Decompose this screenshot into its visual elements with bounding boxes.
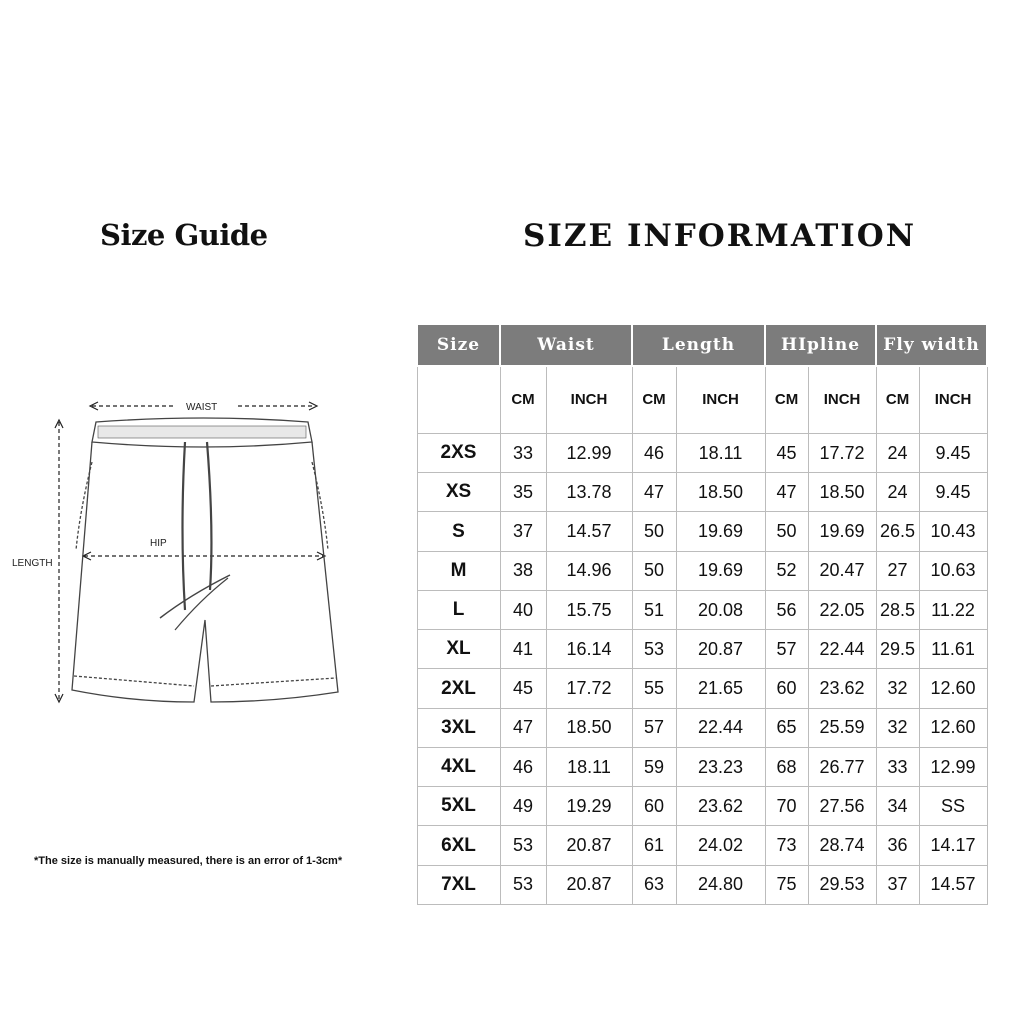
- size-label: 6XL: [417, 826, 500, 865]
- size-label: M: [417, 551, 500, 590]
- measurement-cell: 9.45: [919, 433, 987, 472]
- measurement-cell: 32: [876, 669, 919, 708]
- size-information-title: SIZE INFORMATION: [523, 218, 917, 254]
- measurement-cell: 15.75: [546, 590, 632, 629]
- size-label: S: [417, 512, 500, 551]
- measurement-cell: 24: [876, 473, 919, 512]
- measurement-cell: 23.62: [808, 669, 876, 708]
- measurement-cell: 52: [765, 551, 808, 590]
- table-row: [417, 590, 987, 629]
- measurement-cell: 40: [500, 590, 546, 629]
- measurement-cell: 19.69: [676, 551, 765, 590]
- measurement-cell: 14.57: [919, 865, 987, 904]
- measurement-cell: 29.53: [808, 865, 876, 904]
- units-blank: [417, 366, 500, 433]
- unit-cell: INCH: [676, 366, 765, 433]
- table-row: [417, 630, 987, 669]
- measurement-note: *The size is manually measured, there is an error of 1-3cm*: [34, 855, 343, 867]
- measurement-cell: 47: [632, 473, 676, 512]
- measurement-cell: 53: [500, 865, 546, 904]
- measurement-cell: 27.56: [808, 787, 876, 826]
- measurement-cell: 22.44: [676, 708, 765, 747]
- measurement-cell: 20.87: [546, 826, 632, 865]
- measurement-cell: 23.23: [676, 747, 765, 786]
- waist-label: WAIST: [186, 402, 218, 413]
- table-row: [417, 747, 987, 786]
- size-label: 3XL: [417, 708, 500, 747]
- table-row: [417, 865, 987, 904]
- measurement-cell: 28.5: [876, 590, 919, 629]
- measurement-cell: 12.99: [919, 747, 987, 786]
- measurement-cell: 24: [876, 433, 919, 472]
- measurement-cell: 20.47: [808, 551, 876, 590]
- measurement-cell: 46: [500, 747, 546, 786]
- size-label: XL: [417, 630, 500, 669]
- measurement-cell: 55: [632, 669, 676, 708]
- measurement-cell: 19.29: [546, 787, 632, 826]
- measurement-cell: 12.60: [919, 669, 987, 708]
- size-label: XS: [417, 473, 500, 512]
- header-length: Length: [632, 324, 765, 366]
- measurement-cell: 11.22: [919, 590, 987, 629]
- measurement-cell: 73: [765, 826, 808, 865]
- table-row: [417, 512, 987, 551]
- measurement-cell: 45: [500, 669, 546, 708]
- hip-label: HIP: [150, 538, 167, 549]
- measurement-cell: SS: [919, 787, 987, 826]
- unit-cell: CM: [765, 366, 808, 433]
- unit-cell: INCH: [546, 366, 632, 433]
- measurement-cell: 37: [876, 865, 919, 904]
- measurement-cell: 53: [500, 826, 546, 865]
- measurement-cell: 17.72: [808, 433, 876, 472]
- measurement-cell: 45: [765, 433, 808, 472]
- measurement-cell: 22.05: [808, 590, 876, 629]
- unit-cell: INCH: [919, 366, 987, 433]
- measurement-cell: 68: [765, 747, 808, 786]
- measurement-cell: 20.08: [676, 590, 765, 629]
- measurement-cell: 70: [765, 787, 808, 826]
- measurement-cell: 18.50: [676, 473, 765, 512]
- measurement-cell: 14.17: [919, 826, 987, 865]
- measurement-cell: 13.78: [546, 473, 632, 512]
- size-guide-title: Size Guide: [100, 218, 268, 252]
- measurement-cell: 20.87: [676, 630, 765, 669]
- measurement-cell: 19.69: [808, 512, 876, 551]
- unit-cell: CM: [632, 366, 676, 433]
- measurement-cell: 60: [765, 669, 808, 708]
- measurement-cell: 57: [765, 630, 808, 669]
- measurement-cell: 18.50: [546, 708, 632, 747]
- header-size: Size: [417, 324, 500, 366]
- header-row: [417, 324, 987, 366]
- measurement-cell: 11.61: [919, 630, 987, 669]
- measurement-cell: 75: [765, 865, 808, 904]
- measurement-cell: 26.5: [876, 512, 919, 551]
- measurement-cell: 59: [632, 747, 676, 786]
- measurement-cell: 14.96: [546, 551, 632, 590]
- measurement-cell: 38: [500, 551, 546, 590]
- size-label: 5XL: [417, 787, 500, 826]
- measurement-cell: 18.50: [808, 473, 876, 512]
- measurement-cell: 27: [876, 551, 919, 590]
- table-row: [417, 551, 987, 590]
- measurement-cell: 24.80: [676, 865, 765, 904]
- measurement-cell: 19.69: [676, 512, 765, 551]
- measurement-cell: 65: [765, 708, 808, 747]
- table-row: [417, 433, 987, 472]
- measurement-cell: 24.02: [676, 826, 765, 865]
- measurement-cell: 47: [765, 473, 808, 512]
- measurement-cell: 50: [765, 512, 808, 551]
- measurement-cell: 63: [632, 865, 676, 904]
- measurement-cell: 57: [632, 708, 676, 747]
- measurement-cell: 50: [632, 551, 676, 590]
- length-label: LENGTH: [12, 558, 53, 569]
- measurement-cell: 10.63: [919, 551, 987, 590]
- measurement-cell: 61: [632, 826, 676, 865]
- measurement-cell: 50: [632, 512, 676, 551]
- measurement-cell: 18.11: [546, 747, 632, 786]
- measurement-cell: 36: [876, 826, 919, 865]
- measurement-cell: 56: [765, 590, 808, 629]
- size-table: [416, 323, 988, 905]
- measurement-cell: 37: [500, 512, 546, 551]
- measurement-cell: 26.77: [808, 747, 876, 786]
- table-row: [417, 473, 987, 512]
- size-label: L: [417, 590, 500, 629]
- measurement-cell: 16.14: [546, 630, 632, 669]
- measurement-cell: 20.87: [546, 865, 632, 904]
- size-label: 2XS: [417, 433, 500, 472]
- measurement-cell: 49: [500, 787, 546, 826]
- measurement-cell: 60: [632, 787, 676, 826]
- measurement-cell: 18.11: [676, 433, 765, 472]
- header-fly-width: Fly width: [876, 324, 987, 366]
- units-row: [417, 366, 987, 433]
- shorts-diagram: [0, 380, 400, 740]
- table-row: [417, 826, 987, 865]
- measurement-cell: 35: [500, 473, 546, 512]
- measurement-cell: 12.99: [546, 433, 632, 472]
- measurement-cell: 28.74: [808, 826, 876, 865]
- measurement-cell: 10.43: [919, 512, 987, 551]
- measurement-cell: 51: [632, 590, 676, 629]
- measurement-cell: 22.44: [808, 630, 876, 669]
- size-label: 4XL: [417, 747, 500, 786]
- size-label: 7XL: [417, 865, 500, 904]
- header-waist: Waist: [500, 324, 632, 366]
- measurement-cell: 46: [632, 433, 676, 472]
- measurement-cell: 47: [500, 708, 546, 747]
- measurement-cell: 34: [876, 787, 919, 826]
- unit-cell: CM: [876, 366, 919, 433]
- table-row: [417, 787, 987, 826]
- measurement-cell: 12.60: [919, 708, 987, 747]
- measurement-cell: 23.62: [676, 787, 765, 826]
- table-row: [417, 669, 987, 708]
- measurement-cell: 14.57: [546, 512, 632, 551]
- measurement-cell: 53: [632, 630, 676, 669]
- measurement-cell: 29.5: [876, 630, 919, 669]
- measurement-cell: 25.59: [808, 708, 876, 747]
- measurement-cell: 33: [500, 433, 546, 472]
- measurement-cell: 9.45: [919, 473, 987, 512]
- measurement-cell: 33: [876, 747, 919, 786]
- header-hipline: HIpline: [765, 324, 876, 366]
- measurement-cell: 41: [500, 630, 546, 669]
- measurement-cell: 21.65: [676, 669, 765, 708]
- measurement-cell: 32: [876, 708, 919, 747]
- table-row: [417, 708, 987, 747]
- size-label: 2XL: [417, 669, 500, 708]
- measurement-cell: 17.72: [546, 669, 632, 708]
- unit-cell: INCH: [808, 366, 876, 433]
- unit-cell: CM: [500, 366, 546, 433]
